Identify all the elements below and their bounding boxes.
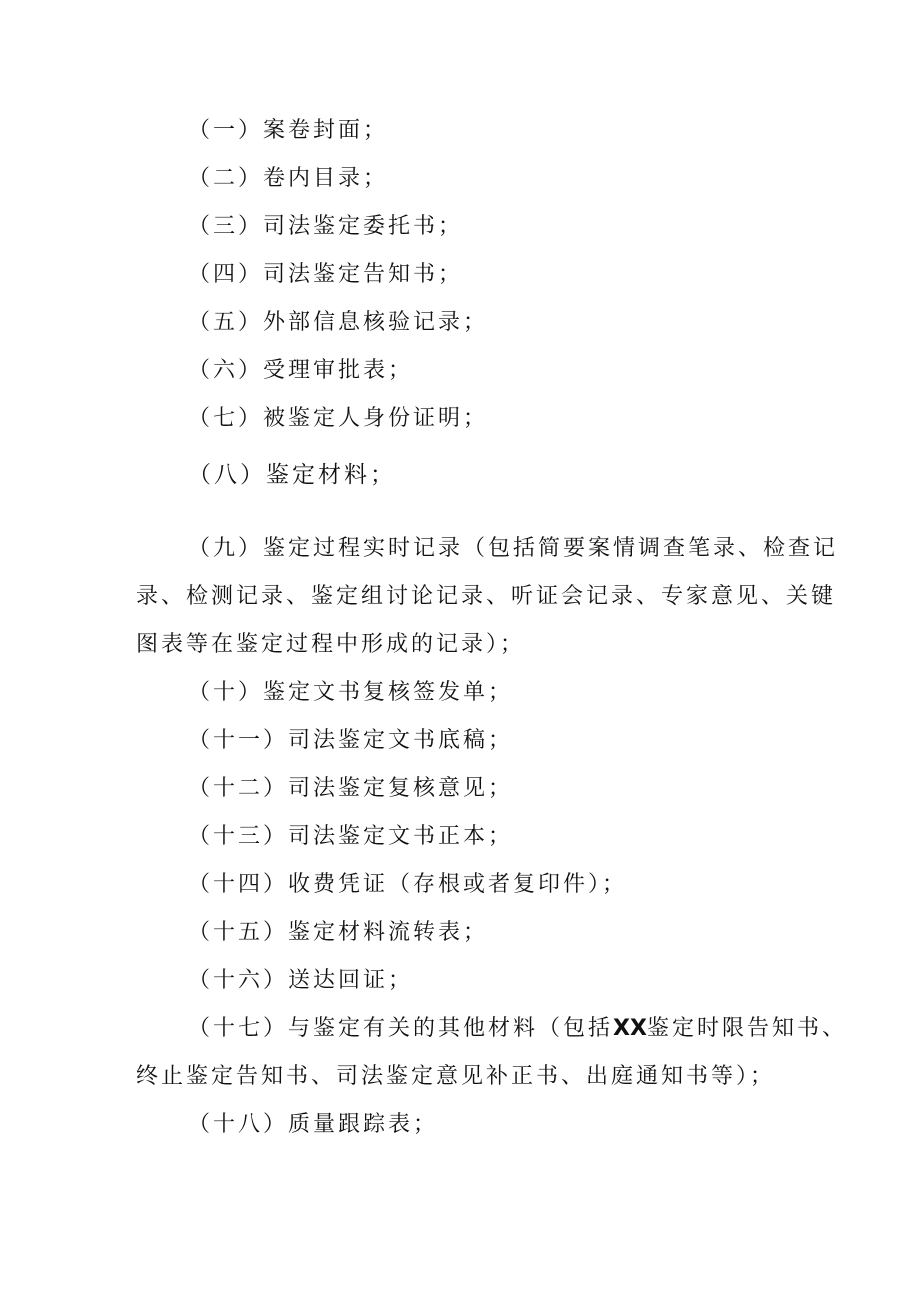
list-item-7: （七）被鉴定人身份证明； (188, 406, 489, 431)
list-item-4: （四）司法鉴定告知书； (188, 262, 464, 287)
list-item-1: （一）案卷封面； (188, 118, 389, 143)
list-item-18: （十八）质量跟踪表； (188, 1112, 439, 1137)
list-item-17-bold: XX (613, 1016, 647, 1041)
list-item-13: （十三）司法鉴定文书正本； (188, 824, 514, 849)
list-item-14: （十四）收费凭证（存根或者复印件）； (188, 872, 628, 897)
list-item-17-line-2: 终止鉴定告知书、司法鉴定意见补正书、出庭通知书等）； (136, 1064, 776, 1089)
list-item-16: （十六）送达回证； (188, 968, 414, 993)
list-item-17-line-1 (188, 1014, 847, 1044)
list-item-8: （八）鉴定材料； (188, 462, 396, 488)
list-item-12: （十二）司法鉴定复核意见； (188, 776, 514, 801)
list-item-3: （三）司法鉴定委托书； (188, 214, 464, 239)
list-item-9-line-3: 图表等在鉴定过程中形成的记录）； (136, 632, 526, 657)
list-item-10: （十）鉴定文书复核签发单； (188, 680, 514, 705)
list-item-9-line-2: 录、检测记录、鉴定组讨论记录、听证会记录、专家意见、关键 (136, 584, 837, 609)
list-item-15: （十五）鉴定材料流转表； (188, 920, 489, 945)
list-item-2: （二）卷内目录； (188, 166, 389, 191)
list-item-11: （十一）司法鉴定文书底稿； (188, 728, 514, 753)
list-item-17-suffix: 鉴定时限告知书、 (646, 1016, 847, 1041)
list-item-5: （五）外部信息核验记录； (188, 310, 489, 335)
list-item-17-prefix: （十七）与鉴定有关的其他材料（包括 (188, 1016, 614, 1041)
list-item-6: （六）受理审批表； (188, 358, 414, 383)
list-item-9-line-1: （九）鉴定过程实时记录（包括简要案情调查笔录、检查记 (188, 536, 839, 561)
